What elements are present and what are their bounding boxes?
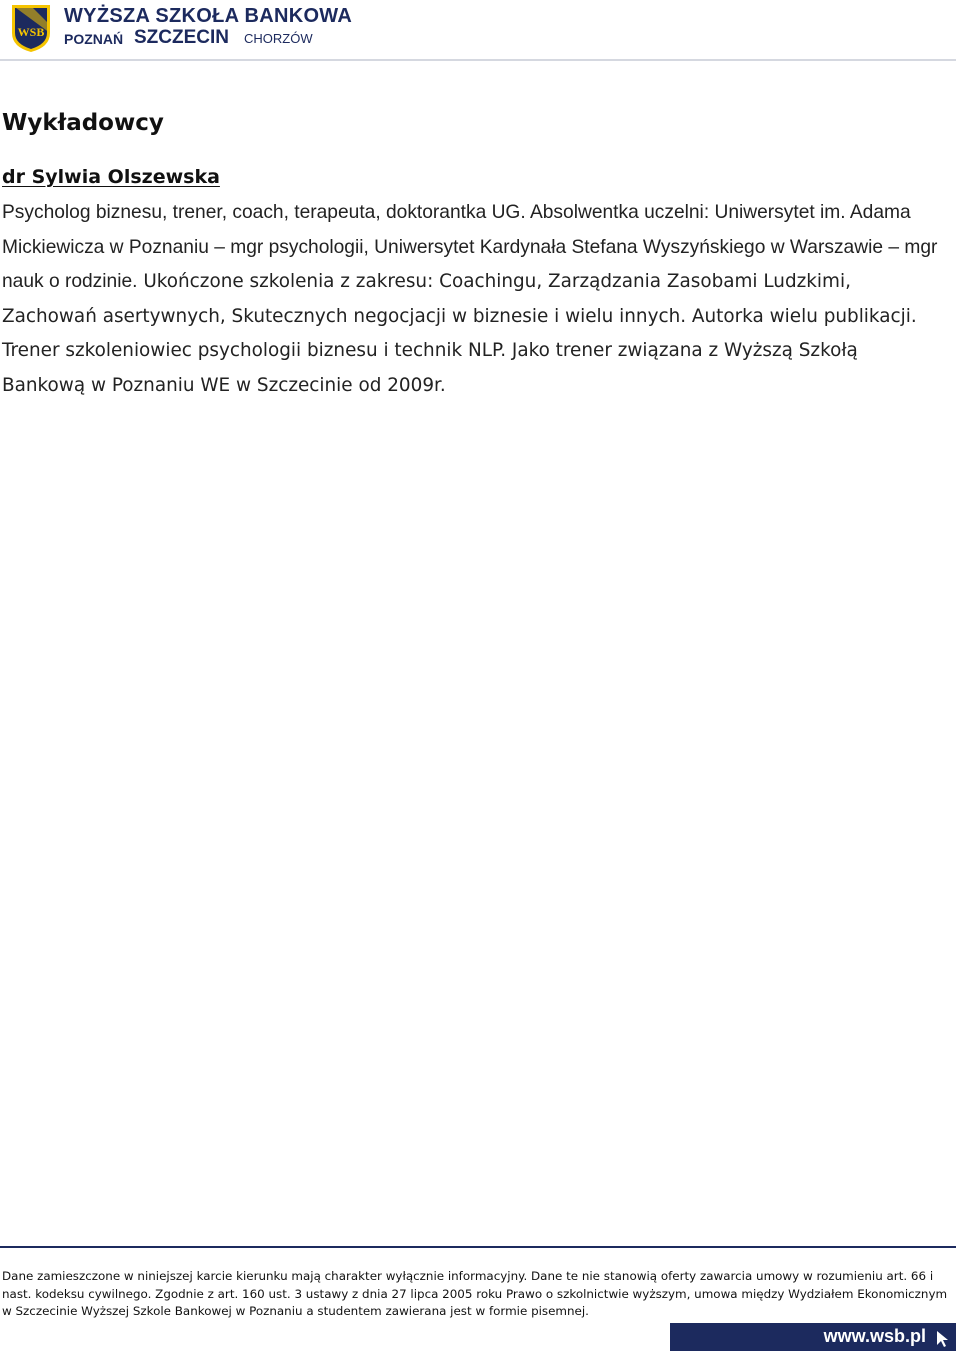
main-content	[2, 108, 942, 404]
footer-divider	[0, 1246, 956, 1248]
bio-part-1: Psycholog biznesu, trener, coach, terapeuta, doktorantka UG. Absolwentka uczelni: Uniwersytet im. Adama Mickiewicza w Poznaniu – mgr psychologii, Uniwersytet Kardynała Stefana Wyszyńskiego w Warszawie – mgr nauk o rodzinie.	[2, 202, 938, 293]
wsb-logo-icon[interactable]	[8, 3, 54, 53]
page-title: Wykładowcy	[2, 110, 164, 136]
lecturer-bio	[2, 196, 942, 404]
brand-name: WYŻSZA SZKOŁA BANKOWA	[64, 5, 353, 27]
city-chorzow: CHORZÓW	[244, 31, 313, 46]
footer-url-badge[interactable]	[670, 1323, 956, 1351]
page-header	[0, 0, 960, 60]
footer-disclaimer: Dane zamieszczone w niniejszej karcie kierunku mają charakter wyłącznie informacyjny. Dane te nie stanowią oferty zawarcia umowy w rozumieniu art. 66 i nast. kodeksu cywilnego. Zgodnie z art. 160 ust. 3 ustawy z dnia 27 lipca 2005 roku Prawo o szkolnictwie wyższym, umowa między Wydziałem Ekonomicznym w Szczecinie Wyższej Szkole Bankowej w Poznaniu a studentem zawierana jest w formie pisemnej.	[2, 1269, 948, 1319]
city-poznan: POZNAŃ	[64, 31, 124, 47]
cursor-arrow-icon	[936, 1330, 950, 1348]
bio-part-2: Ukończone szkolenia z zakresu: Coachingu, Zarządzania Zasobami Ludzkimi, Zachowań asertywnych, Skutecznych negocjacji w biznesie i wielu innych. Autorka wielu publikacji. Trener szkoleniowiec psychologii biznesu i technik NLP. Jako trener związana z Wyższą Szkołą Bankową w Poznaniu WE w Szczecinie od 2009r.	[2, 271, 917, 396]
footer-url[interactable]: www.wsb.pl	[823, 1326, 926, 1346]
city-szczecin: SZCZECIN	[134, 27, 229, 48]
lecturer-name-link[interactable]: dr Sylwia Olszewska	[2, 166, 220, 188]
header-divider	[0, 59, 956, 61]
logo-text: WSB	[17, 25, 45, 39]
